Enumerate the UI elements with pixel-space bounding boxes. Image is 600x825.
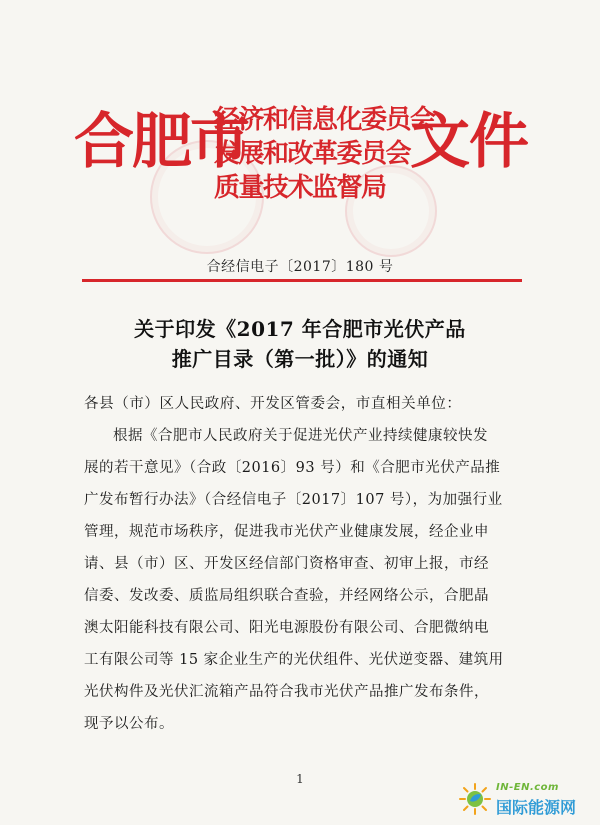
sun-leaf-icon xyxy=(458,782,492,816)
body-line: 根据《合肥市人民政府关于促进光伏产业持续健康较快发 xyxy=(113,428,488,444)
document-title-line1: 关于印发《2017 年合肥市光伏产品 xyxy=(134,317,466,341)
body-line: 光伏构件及光伏汇流箱产品符合我市光伏产品推广发布条件， xyxy=(84,684,489,700)
letterhead-agency: 发展和改革委员会 xyxy=(214,139,411,169)
body-line: 澳太阳能科技有限公司、阳光电源股份有限公司、合肥微纳电 xyxy=(84,620,489,636)
body-line: 现予以公布。 xyxy=(84,716,174,732)
letterhead-suffix: 文件 xyxy=(410,107,528,177)
body-line: 请、县（市）区、开发区经信部门资格审查、初审上报，市经 xyxy=(84,556,489,572)
letterhead-agency: 经济和信息化委员会 xyxy=(214,105,435,135)
document-number: 合经信电子〔2017〕180 号 xyxy=(206,259,394,275)
watermark-logo xyxy=(458,778,596,820)
body-line: 管理，规范市场秩序，促进我市光伏产业健康发展，经企业申 xyxy=(84,524,489,540)
body-line: 展的若干意见》（合政〔2016〕93 号）和《合肥市光伏产品推 xyxy=(84,460,501,476)
letterhead-agency: 质量技术监督局 xyxy=(214,173,386,203)
document-title-line2: 推广目录（第一批）》的通知 xyxy=(171,347,429,371)
body-line: 广发布暂行办法》（合经信电子〔2017〕107 号），为加强行业 xyxy=(84,492,503,508)
watermark-en: IN-EN.com xyxy=(496,782,559,793)
watermark-cn: 国际能源网 xyxy=(496,798,577,817)
addressee: 各县（市）区人民政府、开发区管委会，市直相关单位： xyxy=(84,396,462,412)
red-divider xyxy=(82,279,522,282)
body-line: 工有限公司等 15 家企业生产的光伏组件、光伏逆变器、建筑用 xyxy=(84,652,504,668)
letterhead-city: 合肥市 xyxy=(74,107,248,177)
letterhead-agencies xyxy=(214,103,435,205)
page-number: 1 xyxy=(296,772,304,786)
body-line: 信委、发改委、质监局组织联合查验，并经网络公示，合肥晶 xyxy=(84,588,489,604)
